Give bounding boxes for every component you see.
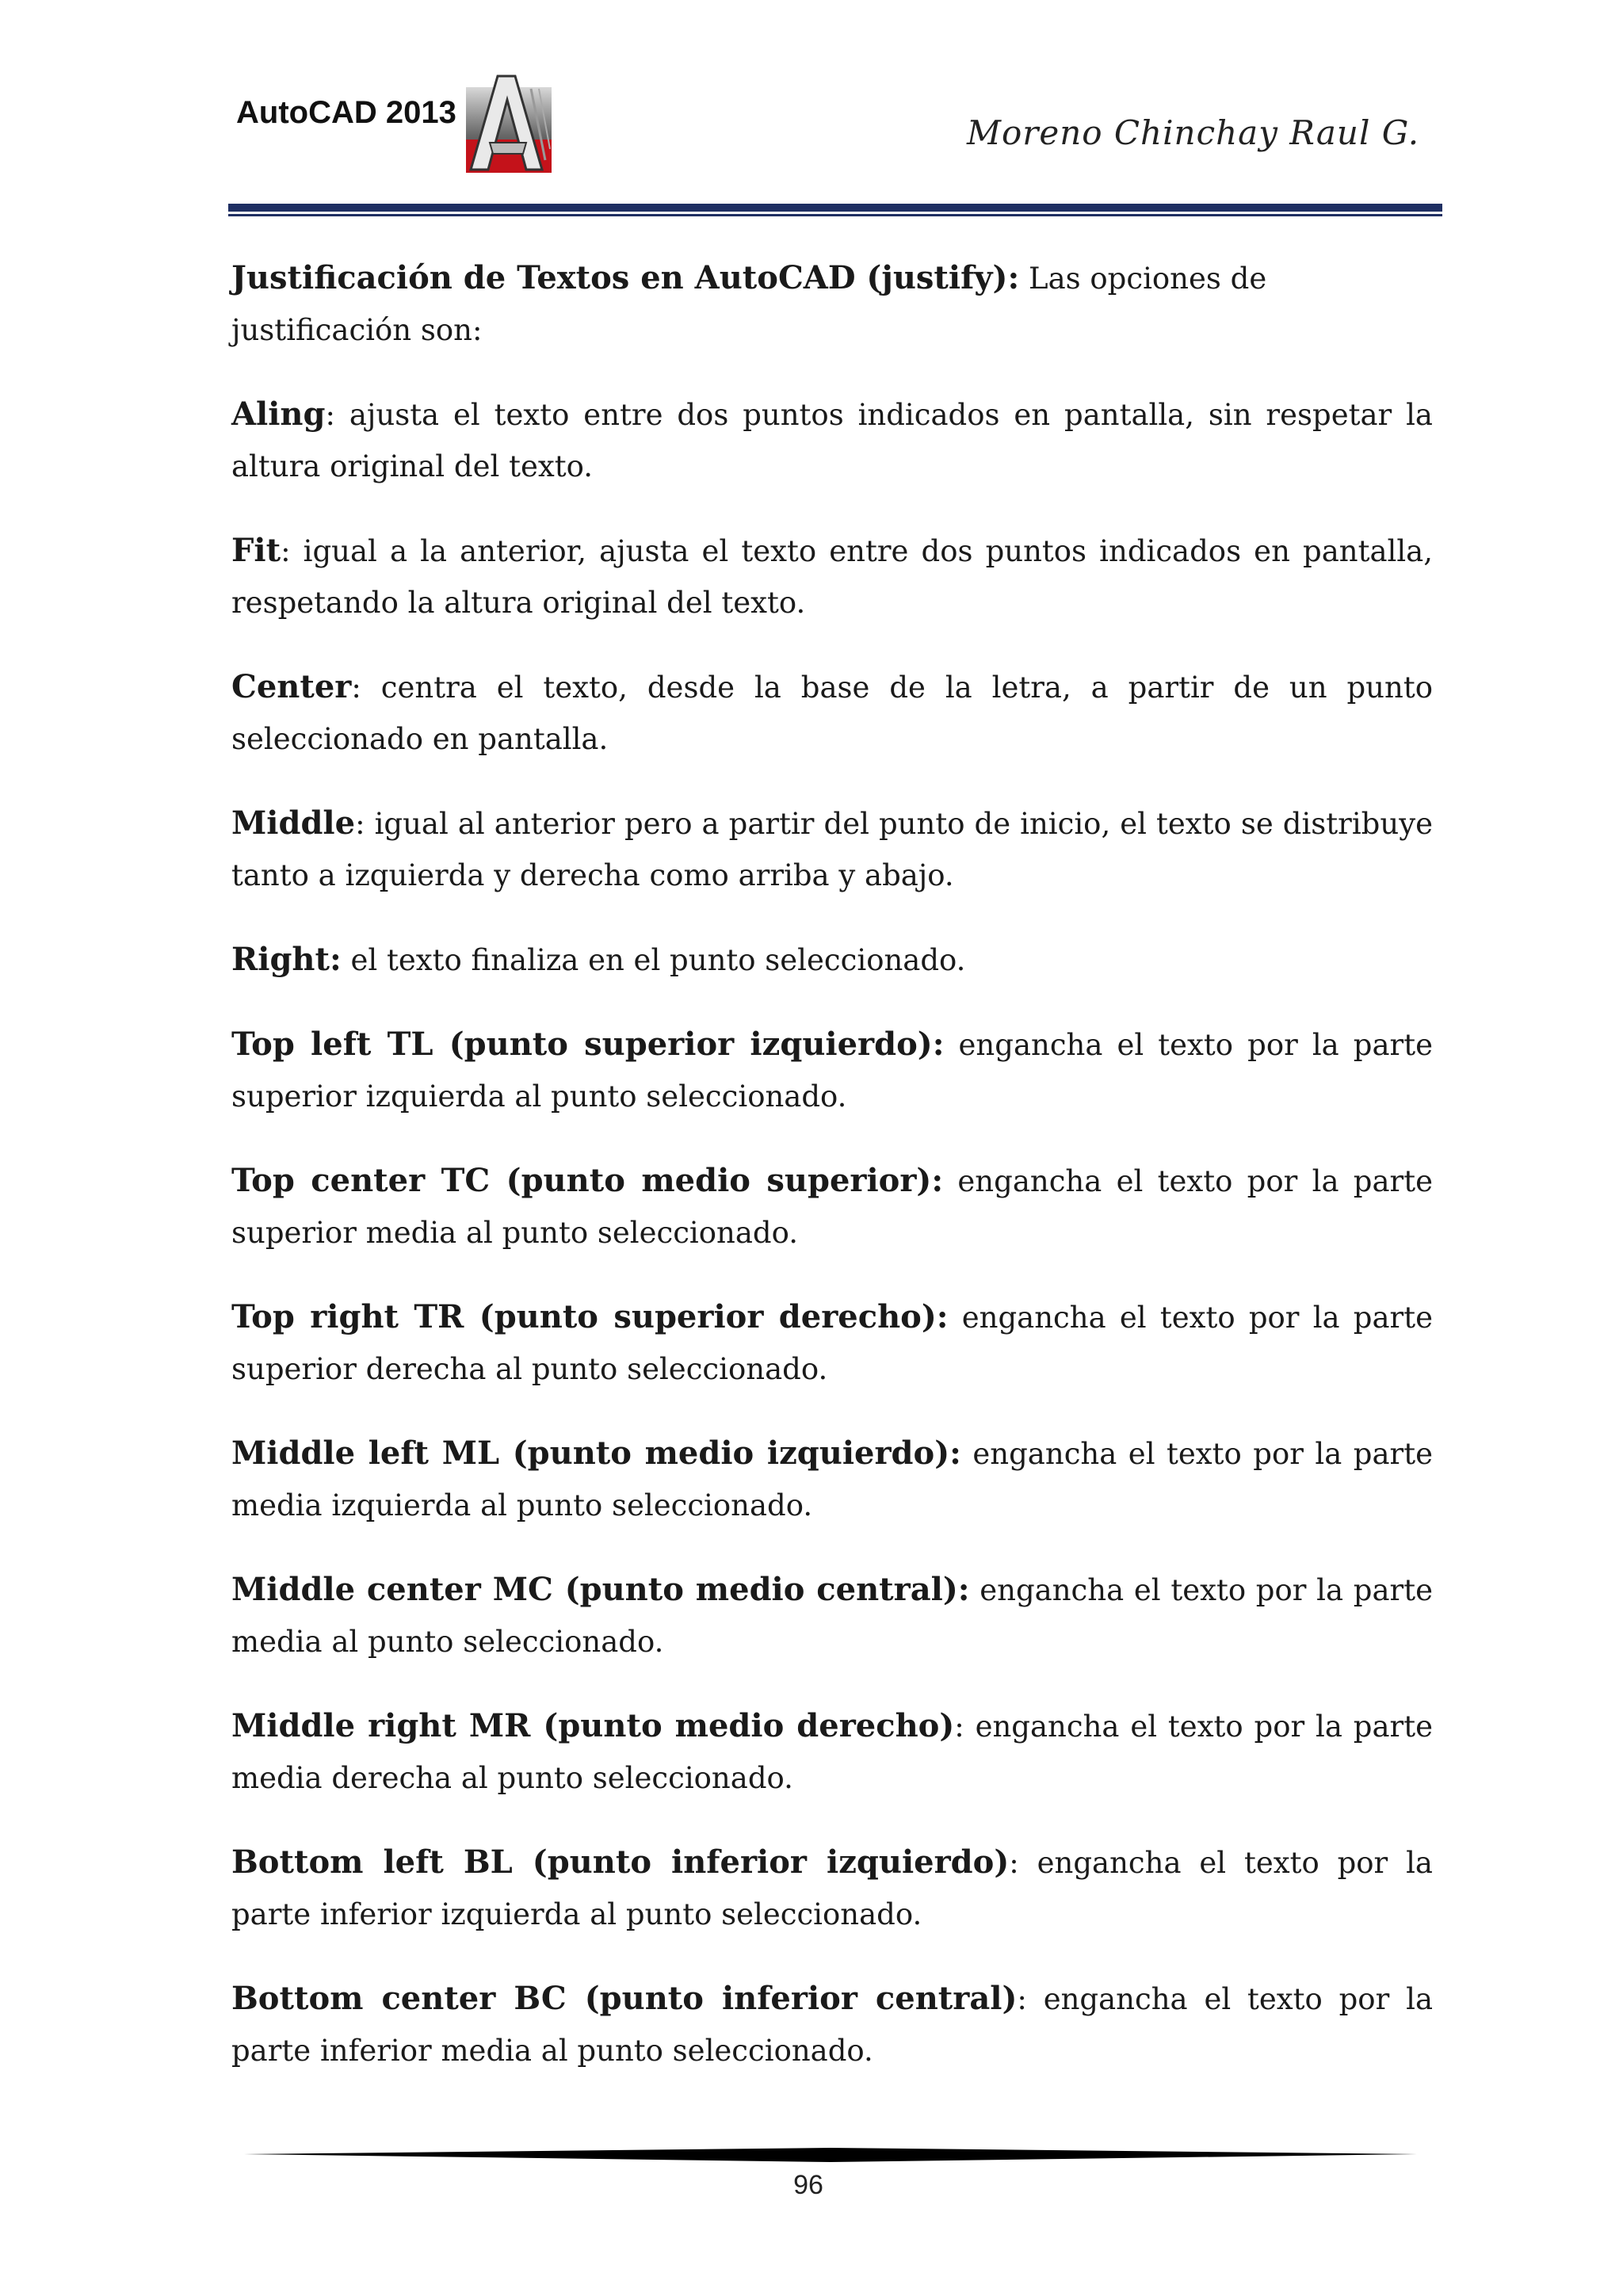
description: engancha el texto por la parte superior media al punto seleccionado. [231,1164,1433,1250]
term: Center [231,668,352,705]
paragraph-center [231,661,1433,765]
paragraph-top-right [231,1291,1433,1395]
document-body [231,252,1433,2109]
description: : engancha el texto por la parte media derecha al punto seleccionado. [231,1710,1433,1795]
paragraph-top-center [231,1155,1433,1259]
paragraph-aling [231,388,1433,492]
term: Middle [231,804,356,842]
intro-text: Las opciones de justificación son: [231,262,1267,347]
term: Aling [231,395,326,433]
paragraph-right [231,934,1433,986]
description: el texto finaliza en el punto seleccionado. [341,943,966,977]
header-author: Moreno Chinchay Raul G. [967,113,1420,152]
description: : engancha el texto por la parte inferior izquierda al punto seleccionado. [231,1846,1433,1931]
paragraph-middle-right [231,1700,1433,1804]
autocad-logo-icon [466,73,552,173]
term: Top center TC (punto medio superior): [231,1162,944,1199]
footer-divider [244,2146,1417,2164]
paragraph-bottom-left [231,1836,1433,1940]
description: : igual a la anterior, ajusta el texto entre dos puntos indicados en pantalla, respetando la altura original del texto. [231,534,1433,620]
paragraph-top-left [231,1018,1433,1122]
term: Bottom left BL (punto inferior izquierdo) [231,1843,1010,1881]
description: engancha el texto por la parte media al punto seleccionado. [231,1573,1433,1659]
paragraph-middle [231,797,1433,901]
description: : centra el texto, desde la base de la letra, a partir de un punto seleccionado en pantalla. [231,670,1433,756]
term: Right: [231,941,342,978]
intro-term: Justificación de Textos en AutoCAD (justify): [231,259,1020,296]
paragraph-middle-center [231,1564,1433,1668]
term: Top right TR (punto superior derecho): [231,1298,949,1335]
term: Middle left ML (punto medio izquierdo): [231,1435,961,1472]
term: Middle center MC (punto medio central): [231,1571,970,1608]
description: engancha el texto por la parte superior izquierda al punto seleccionado. [231,1028,1433,1114]
description: engancha el texto por la parte media izquierda al punto seleccionado. [231,1437,1433,1522]
term: Top left TL (punto superior izquierdo): [231,1026,945,1063]
header-rule-thick [228,204,1442,212]
description: engancha el texto por la parte superior derecha al punto seleccionado. [231,1301,1433,1386]
intro-paragraph [231,252,1433,356]
term: Bottom center BC (punto inferior central) [231,1980,1018,2017]
header-rule-thin [228,214,1442,216]
page-number: 96 [793,2170,823,2200]
paragraph-middle-left [231,1427,1433,1531]
description: : igual al anterior pero a partir del punto de inicio, el texto se distribuye tanto a izquierda y derecha como arriba y abajo. [231,807,1433,892]
paragraph-bottom-center [231,1973,1433,2076]
description: : ajusta el texto entre dos puntos indicados en pantalla, sin respetar la altura original del texto. [231,398,1433,483]
paragraph-fit [231,525,1433,628]
term: Fit [231,532,281,569]
description: : engancha el texto por la parte inferior media al punto seleccionado. [231,1982,1434,2068]
header-product-title: AutoCAD 2013 [236,95,456,130]
term: Middle right MR (punto medio derecho) [231,1707,955,1744]
